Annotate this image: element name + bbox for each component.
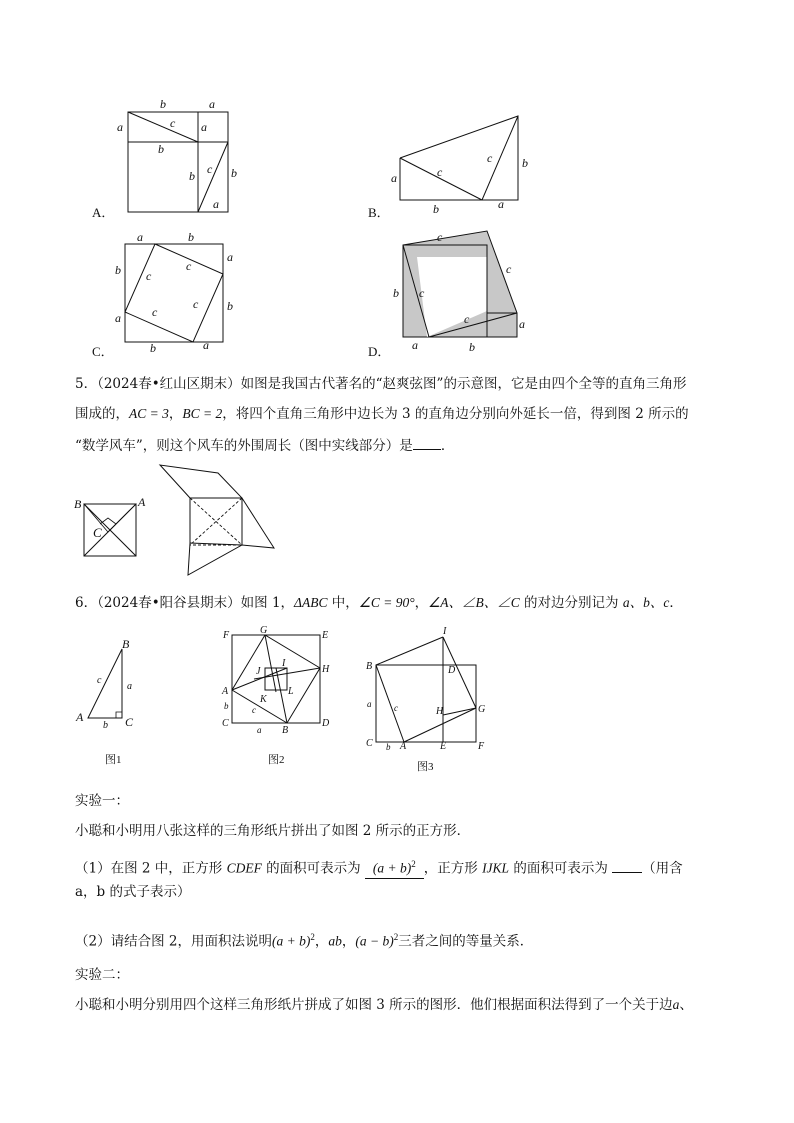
fig2-caption: 图2 <box>268 754 285 766</box>
fig1-caption: 图1 <box>105 754 122 766</box>
label-a: a <box>412 338 418 352</box>
fig1-side-c: c <box>97 675 102 686</box>
option-a-figure <box>110 95 240 220</box>
fig2-label-c: C <box>222 718 229 729</box>
exp1-text: （用含 <box>642 860 683 877</box>
fig3-label-d: D <box>448 665 456 676</box>
fig1-side-a: a <box>127 681 132 692</box>
label-b: b <box>188 230 194 244</box>
q5-label-a: A <box>138 495 146 509</box>
label-a: a <box>209 97 215 111</box>
fig3-label-g: G <box>478 704 486 715</box>
fig3-label-b: B <box>366 661 373 672</box>
exp1-text: a，b 的式子表示） <box>75 884 191 900</box>
exp2-desc <box>75 996 693 1014</box>
label-b: b <box>115 263 121 277</box>
q5-prefix: 5．（2024春•红山区期末）如图是我国古代著名的“赵爽弦图”的示意图，它是由四个全等的直角三角形 <box>75 376 687 392</box>
q5-end: ． <box>440 438 455 454</box>
exp1-q1-answer-1[interactable]: $(a + b)^2$ <box>365 855 424 879</box>
option-d-label[interactable]: D． <box>368 344 391 359</box>
fig2-label-i: I <box>282 658 286 669</box>
expr-sup: 2 <box>310 932 315 942</box>
label-a: a <box>115 311 121 325</box>
option-b-label[interactable]: B． <box>368 205 390 220</box>
q6-end: ． <box>669 595 683 611</box>
exp2-text: 、 <box>679 997 693 1013</box>
q6-angle-c: ∠C = 90° <box>358 595 415 610</box>
fig1-label-b: B <box>122 637 130 651</box>
label-b: b <box>227 299 233 313</box>
fig2-label-h: H <box>322 664 330 675</box>
exp1-title: 实验一： <box>75 793 129 809</box>
q6-prefix: 6．（2024春•阳谷县期末）如图 1， <box>75 595 295 611</box>
fig2-label-g: G <box>260 625 268 636</box>
exp1-text: 的面积可表示为 <box>509 860 613 877</box>
q6-angles: ∠A、∠B、∠C <box>428 595 520 610</box>
exp1-text: 的面积可表示为 <box>261 860 365 877</box>
option-d-figure <box>385 225 530 357</box>
label-b: b <box>160 97 166 111</box>
expr-ab: ab <box>328 933 342 949</box>
label-b: b <box>433 202 439 216</box>
option-c-figure <box>110 228 245 358</box>
exp1-desc: 小聪和小明用八张这样的三角形纸片拼出了如图 2 所示的正方形． <box>75 823 471 839</box>
label-a: a <box>117 120 123 134</box>
q6-text: ， <box>414 595 429 611</box>
option-c-label[interactable]: C． <box>92 344 114 359</box>
label-c: c <box>487 151 493 165</box>
label-c: c <box>170 116 176 130</box>
label-b: b <box>231 166 237 180</box>
label-c: c <box>506 262 512 276</box>
label-b: b <box>469 340 475 354</box>
fig3-label-a: A <box>400 741 407 752</box>
label-c: c <box>146 269 152 283</box>
q6-figure-3 <box>360 622 500 777</box>
q5-ac: AC = 3 <box>129 406 169 421</box>
fig2-label-j: J <box>256 666 261 677</box>
fig3-label-h: H <box>436 706 444 717</box>
q5-figure-2 <box>158 463 278 583</box>
q5-line-1 <box>75 375 686 393</box>
label-c: c <box>207 162 213 176</box>
fig2-side-a: a <box>257 725 262 735</box>
exp2-var: a <box>672 997 680 1012</box>
q6-text: 的对边分别记为 <box>519 595 623 611</box>
label-c: c <box>193 297 199 311</box>
q5-text: 围成的， <box>75 406 129 422</box>
label-c: c <box>437 165 443 179</box>
fig3-side-a: a <box>367 699 372 709</box>
q6-sides: a、b、c <box>622 595 670 610</box>
fig2-label-a: A <box>222 686 229 697</box>
fig3-side-b: b <box>386 742 391 752</box>
square-cdef: CDEF <box>226 860 262 876</box>
label-c: c <box>464 312 470 326</box>
q6-triangle: ΔABC <box>294 595 328 610</box>
fig1-side-b: b <box>103 720 108 731</box>
fig1-label-a: A <box>76 710 84 724</box>
label-a: a <box>203 338 209 352</box>
fig3-label-e: E <box>440 741 447 752</box>
expr-a-minus-b: (a − b) <box>355 933 394 949</box>
exp1-q2 <box>75 928 533 951</box>
label-a: a <box>213 197 219 211</box>
fig2-label-b: B <box>282 725 289 736</box>
fig2-label-e: E <box>322 630 329 641</box>
q5-sep: ， <box>168 406 183 422</box>
label-c: c <box>419 286 425 300</box>
expr-sup: 2 <box>393 932 399 942</box>
label-a: a <box>227 250 233 264</box>
q5-line-2 <box>75 405 689 423</box>
label-b: b <box>189 169 195 183</box>
fig3-label-c: C <box>366 738 373 749</box>
fig2-label-d: D <box>322 718 330 729</box>
fig2-label-l: L <box>288 686 294 697</box>
fig3-side-c: c <box>394 703 398 713</box>
fig1-label-c: C <box>125 715 134 729</box>
q6-figure-1 <box>70 635 160 770</box>
q5-text: ，将四个直角三角形中边长为 3 的直角边分别向外延长一倍，得到图 2 所示的 <box>222 406 689 422</box>
fig2-side-c: c <box>252 705 256 715</box>
q5-bc: BC = 2 <box>182 406 223 421</box>
fig2-side-b: b <box>224 701 229 711</box>
exp1-text: ，正方形 <box>423 860 483 877</box>
exp1-text: ， <box>341 933 356 950</box>
exp2-text: 小聪和小明分别用四个这样三角形纸片拼成了如图 3 所示的图形．他们根据面积法得到了一个关于边 <box>75 997 673 1013</box>
exp1-text: 三者之间的等量关系． <box>398 933 534 950</box>
fig3-label-i: I <box>443 626 447 637</box>
exp1-text: （2）请结合图 2，用面积法说明 <box>75 933 272 950</box>
label-a: a <box>201 120 207 134</box>
q5-label-b: B <box>74 497 82 511</box>
exp1-text: （1）在图 2 中，正方形 <box>75 860 227 877</box>
label-b: b <box>150 341 156 355</box>
label-a: a <box>498 197 504 211</box>
label-b: b <box>393 286 399 300</box>
fig2-label-f: F <box>223 630 230 641</box>
label-a: a <box>137 230 143 244</box>
option-b-figure <box>385 110 535 215</box>
label-c: c <box>186 259 192 273</box>
exp2-title: 实验二： <box>75 967 129 983</box>
q5-line-3 <box>75 435 454 455</box>
label-c: c <box>437 230 443 244</box>
label-a: a <box>519 317 525 331</box>
q5-text: “数学风车”，则这个风车的外围周长（图中实线部分）是 <box>75 438 413 454</box>
fig2-label-k: K <box>260 694 267 705</box>
label-c: c <box>152 305 158 319</box>
exp1-q1-line-1 <box>75 855 683 879</box>
expr-a-plus-b: (a + b) <box>271 933 311 949</box>
q5-label-c: C <box>93 525 102 540</box>
exp1-q1-line-2 <box>75 883 190 901</box>
label-a: a <box>391 171 397 185</box>
label-b: b <box>158 142 164 156</box>
q6-figure-2 <box>218 622 338 772</box>
option-a-label[interactable]: A． <box>92 205 115 220</box>
fig3-label-f: F <box>478 741 485 752</box>
label-b: b <box>522 156 528 170</box>
q6-line-1 <box>75 594 683 612</box>
q5-figure-1 <box>72 492 157 562</box>
q6-text: 中， <box>327 595 359 611</box>
q5-answer-blank[interactable] <box>413 435 441 450</box>
exp1-text: ， <box>314 933 329 950</box>
fig3-caption: 图3 <box>417 761 434 773</box>
exp1-q1-answer-2[interactable] <box>612 858 642 873</box>
square-ijkl: IJKL <box>482 860 510 876</box>
